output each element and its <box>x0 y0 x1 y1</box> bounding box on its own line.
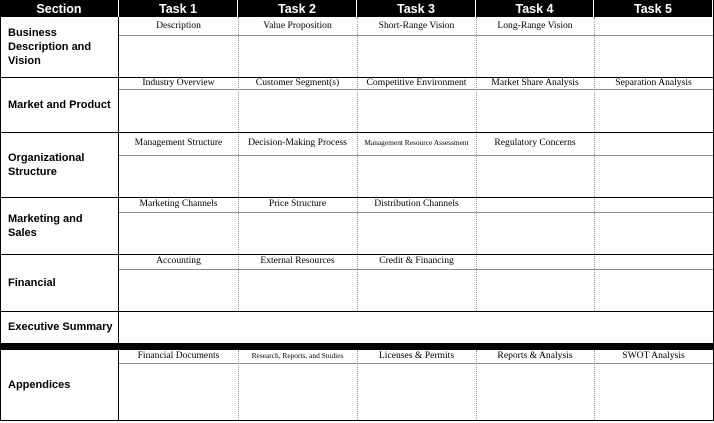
task-label <box>594 132 713 156</box>
header-section: Section <box>0 0 119 17</box>
task-label: Financial Documents <box>119 350 238 364</box>
column-divider <box>594 197 595 254</box>
header-task-1: Task 1 <box>119 0 238 17</box>
section-label: Financial <box>0 254 119 311</box>
task-label: Competitive Environment <box>357 77 476 90</box>
task-entry-area[interactable] <box>119 156 238 197</box>
column-divider <box>476 132 477 197</box>
header-task-2: Task 2 <box>238 0 357 17</box>
task-label: Management Structure <box>119 132 238 156</box>
task-entry-area[interactable] <box>357 90 476 132</box>
task-entry-area[interactable] <box>119 90 238 132</box>
task-entry-area[interactable] <box>357 36 476 77</box>
column-divider <box>476 77 477 132</box>
task-label: Research, Reports, and Studies <box>238 350 357 364</box>
column-divider <box>594 350 595 420</box>
appendices-separator-band <box>0 343 714 350</box>
task-label: Licenses & Permits <box>357 350 476 364</box>
task-entry-area[interactable] <box>238 90 357 132</box>
task-entry-area[interactable] <box>238 36 357 77</box>
header-task-3: Task 3 <box>357 0 476 17</box>
task-entry-area[interactable] <box>119 364 238 420</box>
task-entry-area[interactable] <box>119 36 238 77</box>
column-divider <box>357 254 358 311</box>
row-divider <box>0 420 714 421</box>
task-entry-area[interactable] <box>594 364 713 420</box>
task-label: Regulatory Concerns <box>476 132 594 156</box>
task-label: Customer Segment(s) <box>238 77 357 90</box>
task-label: Reports & Analysis <box>476 350 594 364</box>
task-entry-area[interactable] <box>594 90 713 132</box>
task-entry-area[interactable] <box>594 270 713 311</box>
section-label: Business Description and Vision <box>0 17 119 77</box>
task-label <box>594 17 713 36</box>
task-label <box>594 254 713 270</box>
task-label: External Resources <box>238 254 357 270</box>
task-label: Industry Overview <box>119 77 238 90</box>
task-label <box>476 254 594 270</box>
task-entry-area[interactable] <box>357 270 476 311</box>
task-entry-area[interactable] <box>238 213 357 254</box>
column-divider <box>476 17 477 77</box>
header-task-5: Task 5 <box>594 0 713 17</box>
task-entry-area[interactable] <box>238 270 357 311</box>
column-divider <box>238 132 239 197</box>
task-label: Credit & Financing <box>357 254 476 270</box>
task-entry-area[interactable] <box>476 364 594 420</box>
section-label: Executive Summary <box>0 311 119 343</box>
task-label: SWOT Analysis <box>594 350 713 364</box>
task-entry-area[interactable] <box>476 213 594 254</box>
section-label: Organizational Structure <box>0 132 119 197</box>
column-divider <box>238 254 239 311</box>
section-entry-area[interactable] <box>119 311 713 343</box>
task-label <box>594 197 713 213</box>
task-label: Value Proposition <box>238 17 357 36</box>
task-label: Price Structure <box>238 197 357 213</box>
task-label: Marketing Channels <box>119 197 238 213</box>
header-task-4: Task 4 <box>476 0 594 17</box>
task-entry-area[interactable] <box>476 36 594 77</box>
task-entry-area[interactable] <box>357 156 476 197</box>
row-divider <box>0 254 714 255</box>
column-divider <box>594 132 595 197</box>
column-divider <box>357 197 358 254</box>
task-label: Description <box>119 17 238 36</box>
column-divider <box>594 77 595 132</box>
column-divider <box>238 17 239 77</box>
task-label: Decision-Making Process <box>238 132 357 156</box>
task-label: Accounting <box>119 254 238 270</box>
task-entry-area[interactable] <box>238 364 357 420</box>
column-divider <box>357 350 358 420</box>
task-entry-area[interactable] <box>594 213 713 254</box>
column-divider <box>357 17 358 77</box>
task-label <box>476 197 594 213</box>
section-label: Appendices <box>0 350 119 420</box>
column-divider <box>594 254 595 311</box>
task-entry-area[interactable] <box>594 156 713 197</box>
task-entry-area[interactable] <box>238 156 357 197</box>
task-entry-area[interactable] <box>594 36 713 77</box>
task-label: Distribution Channels <box>357 197 476 213</box>
column-divider <box>594 17 595 77</box>
column-divider <box>476 254 477 311</box>
task-entry-area[interactable] <box>119 213 238 254</box>
column-divider <box>476 350 477 420</box>
row-divider <box>0 132 714 133</box>
task-entry-area[interactable] <box>476 90 594 132</box>
task-entry-area[interactable] <box>476 270 594 311</box>
row-divider <box>0 197 714 198</box>
task-entry-area[interactable] <box>357 364 476 420</box>
column-divider <box>238 197 239 254</box>
section-label: Market and Product <box>0 77 119 132</box>
task-entry-area[interactable] <box>119 270 238 311</box>
task-label: Long-Range Vision <box>476 17 594 36</box>
row-divider <box>0 311 714 312</box>
row-divider <box>0 77 714 78</box>
column-divider <box>238 77 239 132</box>
column-divider <box>238 350 239 420</box>
task-entry-area[interactable] <box>357 213 476 254</box>
task-label: Market Share Analysis <box>476 77 594 90</box>
section-label: Marketing and Sales <box>0 197 119 254</box>
task-label: Separation Analysis <box>594 77 713 90</box>
column-divider <box>357 77 358 132</box>
column-divider <box>476 197 477 254</box>
task-entry-area[interactable] <box>476 156 594 197</box>
task-label: Short-Range Vision <box>357 17 476 36</box>
column-divider <box>357 132 358 197</box>
task-label: Management Resource Assessment <box>357 132 476 156</box>
